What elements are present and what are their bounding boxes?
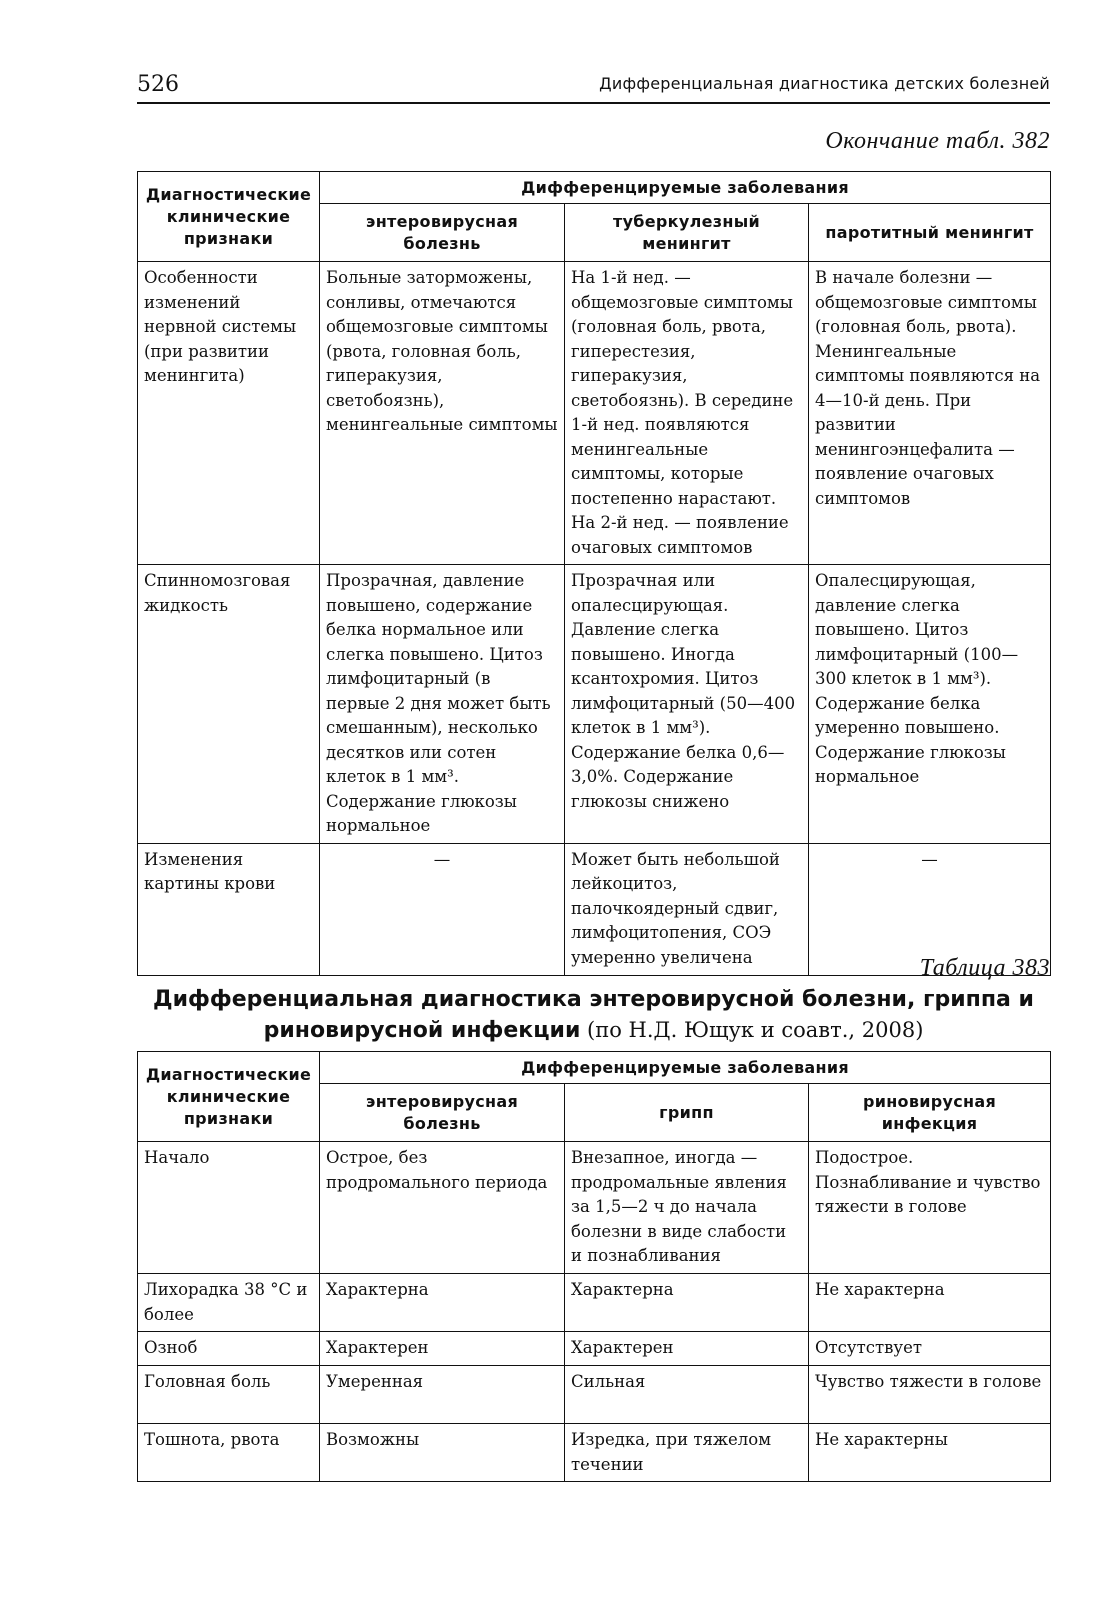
- table-row: [138, 565, 1051, 844]
- row-feature: Начало: [138, 1142, 320, 1274]
- header-group: Дифференцируемые заболевания: [320, 1052, 1051, 1084]
- table-cell: Подострое. Познабливание и чувство тяжести в голове: [809, 1142, 1051, 1274]
- table-cell: Характерна: [565, 1274, 809, 1332]
- row-feature: Озноб: [138, 1332, 320, 1366]
- table-cell: Прозрачная или опалесцирующая. Давление слегка повышено. Иногда ксантохромия. Цитоз лимфоцитарный (50—400 клеток в 1 мм³). Содержание белка 0,6—3,0%. Содержание глюкозы снижено: [565, 565, 809, 844]
- table-382: [137, 171, 1051, 976]
- table-cell: В начале болезни — общемозговые симптомы (головная боль, рвота). Менингеальные симптомы появляются на 4—10-й день. При развитии менингоэнцефалита — появление очаговых симптомов: [809, 262, 1051, 565]
- row-feature: Лихорадка 38 °С и более: [138, 1274, 320, 1332]
- table-cell: Может быть небольшой лейкоцитоз, палочкоядерный сдвиг, лимфоцитопения, СОЭ умеренно увеличена: [565, 843, 809, 975]
- table-row: [138, 843, 1051, 975]
- table-cell: Изредка, при тяжелом течении: [565, 1424, 809, 1482]
- table-row: [138, 1142, 1051, 1274]
- table-cell: Внезапное, иногда — продромальные явления за 1,5—2 ч до начала болезни в виде слабости и познабливания: [565, 1142, 809, 1274]
- table-cell: Сильная: [565, 1366, 809, 1424]
- column-header: риновирусная инфекция: [809, 1084, 1051, 1142]
- table-383: [137, 1051, 1051, 1482]
- page-number: 526: [137, 72, 179, 97]
- header-feature: Диагностические клинические признаки: [138, 172, 320, 262]
- table-382-caption: Окончание табл. 382: [825, 128, 1050, 154]
- table-cell: —: [320, 843, 565, 975]
- column-header: туберкулезный менингит: [565, 204, 809, 262]
- table-383-title: [137, 985, 1050, 1046]
- header-group: Дифференцируемые заболевания: [320, 172, 1051, 204]
- table-row: [138, 1274, 1051, 1332]
- table-cell: Не характерна: [809, 1274, 1051, 1332]
- table-row: [138, 1424, 1051, 1482]
- row-feature: Особенности изменений нервной системы (при развитии менингита): [138, 262, 320, 565]
- table-cell: Характерна: [320, 1274, 565, 1332]
- page-header: [137, 70, 1050, 104]
- table-cell: Отсутствует: [809, 1332, 1051, 1366]
- table-cell: —: [809, 843, 1051, 975]
- column-header: энтеровирусная болезнь: [320, 204, 565, 262]
- table-row: [138, 262, 1051, 565]
- table-row: [138, 1366, 1051, 1424]
- row-feature: Тошнота, рвота: [138, 1424, 320, 1482]
- table-383-title-reference: (по Н.Д. Ющук и соавт., 2008): [580, 1018, 924, 1042]
- table-cell: Острое, без продромального периода: [320, 1142, 565, 1274]
- row-feature: Головная боль: [138, 1366, 320, 1424]
- header-feature: Диагностические клинические признаки: [138, 1052, 320, 1142]
- table-cell: Не характерны: [809, 1424, 1051, 1482]
- table-cell: Чувство тяжести в голове: [809, 1366, 1051, 1424]
- table-row: [138, 1332, 1051, 1366]
- table-cell: Характерен: [565, 1332, 809, 1366]
- table-cell: Опалесцирующая, давление слегка повышено. Цитоз лимфоцитарный (100—300 клеток в 1 мм³). Содержание белка умеренно повышено. Содержание глюкозы нормальное: [809, 565, 1051, 844]
- table-cell: Возможны: [320, 1424, 565, 1482]
- table-cell: Характерен: [320, 1332, 565, 1366]
- column-header: паротитный менингит: [809, 204, 1051, 262]
- table-383-caption: Таблица 383: [919, 955, 1050, 981]
- column-header: грипп: [565, 1084, 809, 1142]
- running-title: Дифференциальная диагностика детских болезней: [599, 74, 1050, 93]
- table-cell: Умеренная: [320, 1366, 565, 1424]
- table-cell: Прозрачная, давление повышено, содержание белка нормальное или слегка повышено. Цитоз лимфоцитарный (в первые 2 дня может быть смешанным), несколько десятков или сотен клеток в 1 мм³. Содержание глюкозы нормальное: [320, 565, 565, 844]
- row-feature: Спинномозговая жидкость: [138, 565, 320, 844]
- table-cell: На 1-й нед. — общемозговые симптомы (головная боль, рвота, гиперестезия, гиперакузия, светобоязнь). В середине 1-й нед. появляются менингеальные симптомы, которые постепенно нарастают. На 2-й нед. — появление очаговых симптомов: [565, 262, 809, 565]
- table-cell: Больные заторможены, сонливы, отмечаются общемозговые симптомы (рвота, головная боль, гиперакузия, светобоязнь), менингеальные симптомы: [320, 262, 565, 565]
- column-header: энтеровирусная болезнь: [320, 1084, 565, 1142]
- table-383-title-text: Дифференциальная диагностика энтеровирусной болезни, гриппа и риновирусной инфекции: [153, 987, 1034, 1043]
- row-feature: Изменения картины крови: [138, 843, 320, 975]
